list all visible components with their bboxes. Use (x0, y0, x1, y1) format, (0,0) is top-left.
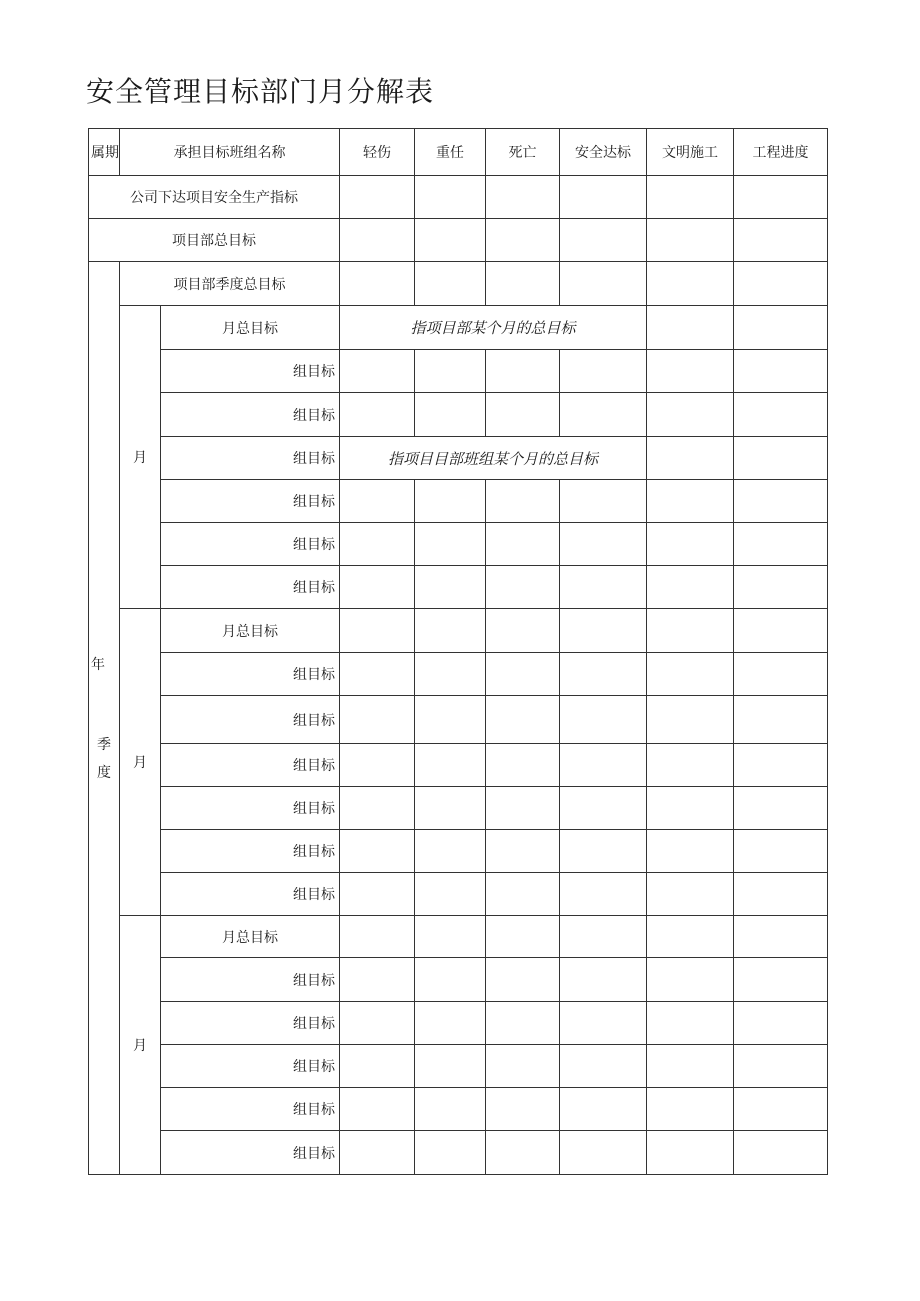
cell[interactable] (340, 916, 415, 958)
cell[interactable] (647, 916, 734, 958)
cell[interactable] (734, 787, 828, 830)
cell[interactable] (340, 653, 415, 696)
cell[interactable] (415, 523, 486, 566)
group-target-row (89, 958, 828, 1002)
group-target-label: 组目标 (161, 566, 340, 609)
cell[interactable] (560, 653, 647, 696)
group-target-row (89, 873, 828, 916)
header-col-death: 死亡 (486, 129, 560, 176)
group-target-label: 组目标 (161, 1088, 340, 1131)
cell[interactable] (560, 566, 647, 609)
cell[interactable] (734, 696, 828, 744)
group-target-row (89, 480, 828, 523)
group-target-label: 组目标 (161, 873, 340, 916)
cell[interactable] (486, 262, 560, 306)
group-target-label: 组目标 (161, 787, 340, 830)
cell[interactable] (486, 176, 560, 219)
cell[interactable] (415, 696, 486, 744)
group-target-label: 组目标 (161, 653, 340, 696)
group-target-label: 组目标 (161, 437, 340, 480)
group-target-label: 组目标 (161, 696, 340, 744)
cell[interactable] (340, 830, 415, 873)
cell[interactable] (560, 696, 647, 744)
month-total-label: 月总目标 (161, 916, 340, 958)
cell[interactable] (486, 219, 560, 262)
cell[interactable] (734, 350, 828, 393)
month-label: 月 (120, 916, 161, 1175)
quarter-label-1: 季 (97, 737, 111, 753)
cell[interactable] (734, 1088, 828, 1131)
cell[interactable] (734, 1131, 828, 1175)
cell[interactable] (415, 480, 486, 523)
cell[interactable] (486, 787, 560, 830)
cell[interactable] (734, 393, 828, 437)
cell[interactable] (415, 350, 486, 393)
cell[interactable] (560, 958, 647, 1002)
month-total-label: 月总目标 (161, 306, 340, 350)
group-target-row (89, 1002, 828, 1045)
header-col-minor-injury: 轻伤 (340, 129, 415, 176)
cell[interactable] (734, 609, 828, 653)
cell[interactable] (560, 1088, 647, 1131)
group-target-label: 组目标 (161, 523, 340, 566)
cell[interactable] (647, 176, 734, 219)
group-target-row (89, 744, 828, 787)
group-target-label: 组目标 (161, 958, 340, 1002)
cell[interactable] (560, 609, 647, 653)
cell[interactable] (415, 1088, 486, 1131)
cell[interactable] (560, 262, 647, 306)
cell[interactable] (486, 744, 560, 787)
cell[interactable] (647, 480, 734, 523)
cell[interactable] (486, 1088, 560, 1131)
header-col-civilized-construction: 文明施工 (647, 129, 734, 176)
month-total-row (89, 609, 828, 653)
cell[interactable] (560, 480, 647, 523)
month-total-row (89, 306, 828, 350)
group-target-label: 组目标 (161, 1131, 340, 1175)
cell[interactable] (647, 958, 734, 1002)
target-note: 指项目目部班组某个月的总目标 (340, 437, 647, 480)
group-target-row (89, 696, 828, 744)
cell[interactable] (560, 1131, 647, 1175)
cell[interactable] (647, 393, 734, 437)
cell[interactable] (647, 696, 734, 744)
cell[interactable] (415, 873, 486, 916)
cell[interactable] (415, 1045, 486, 1088)
cell[interactable] (415, 262, 486, 306)
group-target-label: 组目标 (161, 393, 340, 437)
cell[interactable] (647, 744, 734, 787)
cell[interactable] (415, 1131, 486, 1175)
quarter-total-label: 项目部季度总目标 (120, 262, 340, 306)
group-target-label: 组目标 (161, 1002, 340, 1045)
cell[interactable] (486, 873, 560, 916)
project-total-label: 项目部总目标 (89, 219, 340, 262)
group-target-label: 组目标 (161, 830, 340, 873)
cell[interactable] (486, 830, 560, 873)
group-target-label: 组目标 (161, 1045, 340, 1088)
cell[interactable] (647, 523, 734, 566)
cell[interactable] (560, 219, 647, 262)
month-total-label: 月总目标 (161, 609, 340, 653)
cell[interactable] (486, 609, 560, 653)
cell[interactable] (415, 609, 486, 653)
group-target-label: 组目标 (161, 480, 340, 523)
year-label: 年 (91, 657, 105, 673)
cell[interactable] (340, 1088, 415, 1131)
cell[interactable] (340, 609, 415, 653)
cell[interactable] (734, 523, 828, 566)
cell[interactable] (647, 566, 734, 609)
cell[interactable] (734, 830, 828, 873)
cell[interactable] (647, 219, 734, 262)
group-target-row (89, 787, 828, 830)
header-col-progress: 工程进度 (734, 129, 828, 176)
cell[interactable] (340, 523, 415, 566)
cell[interactable] (340, 1002, 415, 1045)
company-target-row (89, 176, 828, 219)
cell[interactable] (340, 393, 415, 437)
cell[interactable] (734, 653, 828, 696)
cell[interactable] (647, 1045, 734, 1088)
cell[interactable] (340, 480, 415, 523)
cell[interactable] (486, 566, 560, 609)
cell[interactable] (560, 787, 647, 830)
group-target-row (89, 1088, 828, 1131)
cell[interactable] (340, 219, 415, 262)
cell[interactable] (415, 566, 486, 609)
cell[interactable] (340, 176, 415, 219)
group-target-row (89, 566, 828, 609)
group-target-row (89, 523, 828, 566)
cell[interactable] (486, 653, 560, 696)
cell[interactable] (486, 958, 560, 1002)
cell[interactable] (647, 830, 734, 873)
cell[interactable] (647, 787, 734, 830)
cell[interactable] (560, 393, 647, 437)
group-target-row (89, 393, 828, 437)
target-note: 指项目部某个月的总目标 (340, 306, 647, 350)
cell[interactable] (647, 653, 734, 696)
cell[interactable] (560, 1002, 647, 1045)
cell[interactable] (486, 393, 560, 437)
cell[interactable] (415, 653, 486, 696)
cell[interactable] (340, 350, 415, 393)
quarter-total-row (89, 262, 828, 306)
group-target-row (89, 653, 828, 696)
cell[interactable] (560, 523, 647, 566)
group-target-row (89, 830, 828, 873)
cell[interactable] (647, 350, 734, 393)
cell[interactable] (340, 787, 415, 830)
cell[interactable] (340, 1131, 415, 1175)
cell[interactable] (486, 1045, 560, 1088)
header-period: 属期 (89, 129, 120, 176)
cell[interactable] (486, 1131, 560, 1175)
group-target-label: 组目标 (161, 744, 340, 787)
cell[interactable] (734, 306, 828, 350)
month-total-row (89, 916, 828, 958)
header-team-name: 承担目标班组名称 (120, 129, 340, 176)
month-label: 月 (120, 609, 161, 916)
cell[interactable] (560, 916, 647, 958)
cell[interactable] (734, 176, 828, 219)
target-decomposition-table (88, 128, 828, 1175)
cell[interactable] (647, 262, 734, 306)
cell[interactable] (486, 480, 560, 523)
cell[interactable] (647, 1088, 734, 1131)
cell[interactable] (734, 566, 828, 609)
cell[interactable] (560, 1045, 647, 1088)
group-target-label: 组目标 (161, 350, 340, 393)
group-target-row (89, 1045, 828, 1088)
cell[interactable] (560, 176, 647, 219)
cell[interactable] (415, 830, 486, 873)
cell[interactable] (340, 262, 415, 306)
cell[interactable] (647, 437, 734, 480)
cell[interactable] (340, 958, 415, 1002)
cell[interactable] (486, 696, 560, 744)
cell[interactable] (647, 873, 734, 916)
page-title: 安全管理目标部门月分解表 (86, 75, 435, 108)
header-col-safety-compliance: 安全达标 (560, 129, 647, 176)
cell[interactable] (486, 350, 560, 393)
cell[interactable] (734, 916, 828, 958)
quarter-label-2: 度 (97, 765, 111, 781)
group-target-row (89, 1131, 828, 1175)
cell[interactable] (340, 696, 415, 744)
cell[interactable] (560, 350, 647, 393)
cell[interactable] (415, 393, 486, 437)
cell[interactable] (340, 566, 415, 609)
cell[interactable] (734, 958, 828, 1002)
cell[interactable] (415, 176, 486, 219)
project-total-row (89, 219, 828, 262)
cell[interactable] (734, 1002, 828, 1045)
cell[interactable] (734, 262, 828, 306)
cell[interactable] (734, 219, 828, 262)
cell[interactable] (647, 609, 734, 653)
cell[interactable] (734, 480, 828, 523)
cell[interactable] (415, 916, 486, 958)
cell[interactable] (415, 787, 486, 830)
year-quarter-column (89, 262, 120, 1175)
cell[interactable] (647, 1131, 734, 1175)
cell[interactable] (647, 306, 734, 350)
cell[interactable] (734, 873, 828, 916)
header-col-serious: 重任 (415, 129, 486, 176)
header-row (89, 129, 828, 176)
cell[interactable] (560, 744, 647, 787)
cell[interactable] (415, 1002, 486, 1045)
cell[interactable] (560, 873, 647, 916)
cell[interactable] (415, 958, 486, 1002)
cell[interactable] (734, 744, 828, 787)
cell[interactable] (415, 744, 486, 787)
cell[interactable] (647, 1002, 734, 1045)
cell[interactable] (340, 873, 415, 916)
cell[interactable] (340, 1045, 415, 1088)
cell[interactable] (486, 916, 560, 958)
group-target-row (89, 350, 828, 393)
cell[interactable] (340, 744, 415, 787)
group-target-row (89, 437, 828, 480)
month-label: 月 (120, 306, 161, 609)
cell[interactable] (415, 219, 486, 262)
cell[interactable] (734, 437, 828, 480)
cell[interactable] (486, 1002, 560, 1045)
cell[interactable] (486, 523, 560, 566)
company-target-label: 公司下达项目安全生产指标 (89, 176, 340, 219)
cell[interactable] (734, 1045, 828, 1088)
cell[interactable] (560, 830, 647, 873)
